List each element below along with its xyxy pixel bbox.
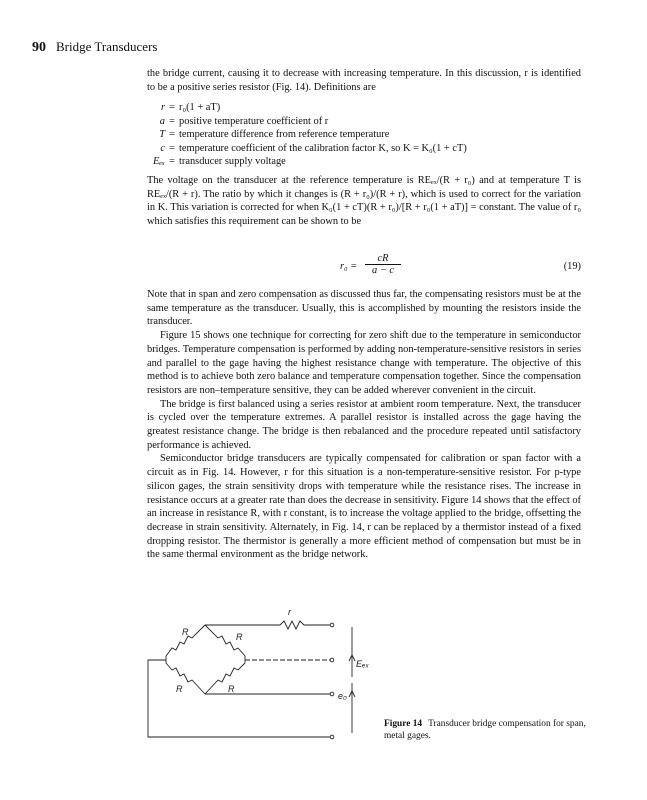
label-R-top-right: R [236, 632, 243, 642]
terminal [330, 692, 334, 696]
paragraph: The bridge is first balanced using a series resistor at ambient room temperature. Next, the transducer is cycled over the temperature extremes. A parallel resistor is installed across the gage having the greatest resistance change. The bridge is then rebalanced and the procedure repeated until satisfactory performance is achieved. [147, 398, 581, 451]
def-text: temperature difference from reference temperature [179, 129, 390, 141]
label-R-bottom-right: R [228, 684, 235, 694]
terminal [330, 658, 334, 662]
caption-label: Figure 14 [384, 719, 423, 729]
label-R-top-left: R [182, 627, 189, 637]
page-number: 90 [32, 40, 46, 55]
equation-denominator: a − c [371, 265, 394, 276]
voltage-text: The voltage on the transducer at the reference temperature is REₑₓ/(R + r₀) and at temperature T is REₑₓ/(R + r). The ratio by which it changes is (R + r₀)/(R + r), which is used to correct for the variation in K. This variation is corrected for when K₀(1 + cT)(R + r₀)/[R + r₀(1 + aT)] = constant. The value of r₀ which satisfies this requirement can be shown to be [147, 175, 581, 228]
label-Eex: Eₑₓ [356, 659, 369, 669]
def-text: positive temperature coefficient of r [179, 115, 329, 127]
paragraph: Semiconductor bridge transducers are typically compensated for calibration or span factor with a circuit as in Fig. 14. However, r for this situation is a non-temperature-sensitive resistor. For p-type silicon gages, the strain sensitivity drops with temperature while the resistance rises. The increase in resistance occurs at a greater rate than does the decrease in sensitivity. Figure 14 shows that the effect of an increase in resistance R, with r constant, is to increase the voltage applied to the bridge, offsetting the decrease in strain sensitivity. Alternately, in Fig. 14, r can be replaced by a thermistor instead of a fixed dropping resistor. The thermistor is generally a more efficient method of compensation but must be in the same thermal environment as the bridge network. [147, 453, 581, 561]
def-text: temperature coefficient of the calibration factor K, so K = K₀(1 + cT) [179, 142, 467, 154]
equation-number: (19) [563, 261, 581, 272]
definition-item: T = temperature difference from reference temperature [147, 128, 581, 142]
def-symbol: T [159, 129, 165, 141]
figure-14-circuit [140, 605, 369, 750]
intro-paragraph [147, 67, 581, 94]
label-r: r [288, 607, 291, 617]
series-resistor-r [205, 621, 330, 629]
intro-text: the bridge current, causing it to decrease with increasing temperature. In this discussion, r is identified to be a positive series resistor (Fig. 14). Definitions are [147, 68, 581, 93]
equation-19 [300, 253, 581, 283]
body-text [147, 288, 581, 562]
terminal [330, 735, 334, 739]
equation-lhs: r₀ = [340, 261, 358, 272]
def-text: r₀(1 + aT) [179, 102, 221, 113]
def-symbol: c [160, 142, 165, 154]
terminal [330, 623, 334, 627]
definitions-list [147, 101, 581, 169]
running-title: Bridge Transducers [56, 39, 158, 54]
caption-text: Transducer bridge compensation for span, metal gages. [384, 719, 586, 741]
paragraph: Figure 15 shows one technique for correcting for zero shift due to the temperature in semiconductor bridges. Temperature compensation is performed by adding non-temperature-sensitive resistors in series and parallel to the gage having the highest resistance change with temperature. The objective of this method is to achieve both zero balance and temperature compensation together. Since the compensation resistors are non–temperature sensitive, they can be added wherever convenient in the circuit. [147, 330, 581, 396]
definition-item: a = positive temperature coefficient of r [147, 115, 581, 129]
def-symbol: r [160, 102, 165, 113]
label-R-bottom-left: R [176, 684, 183, 694]
figure-caption [384, 718, 589, 742]
definition-item: c = temperature coefficient of the calibration factor K, so K = K₀(1 + cT) [147, 142, 581, 156]
label-e0: e₀ [338, 691, 347, 701]
definition-item: r = r₀(1 + aT) [147, 101, 581, 115]
page-header [32, 39, 157, 56]
equation-fraction [365, 253, 401, 276]
def-symbol: a [159, 115, 165, 127]
paragraph: Note that in span and zero compensation as discussed thus far, the compensating resistors must be at the same temperature as the transducer. Usually, this is accomplished by mounting the resistors inside the transducer. [147, 289, 581, 328]
def-symbol: Eₑₓ [152, 156, 165, 168]
definition-item: Eₑₓ = transducer supply voltage [147, 155, 581, 169]
equation-numerator: cR [377, 253, 389, 264]
def-text: transducer supply voltage [179, 156, 286, 168]
voltage-paragraph [147, 174, 581, 229]
